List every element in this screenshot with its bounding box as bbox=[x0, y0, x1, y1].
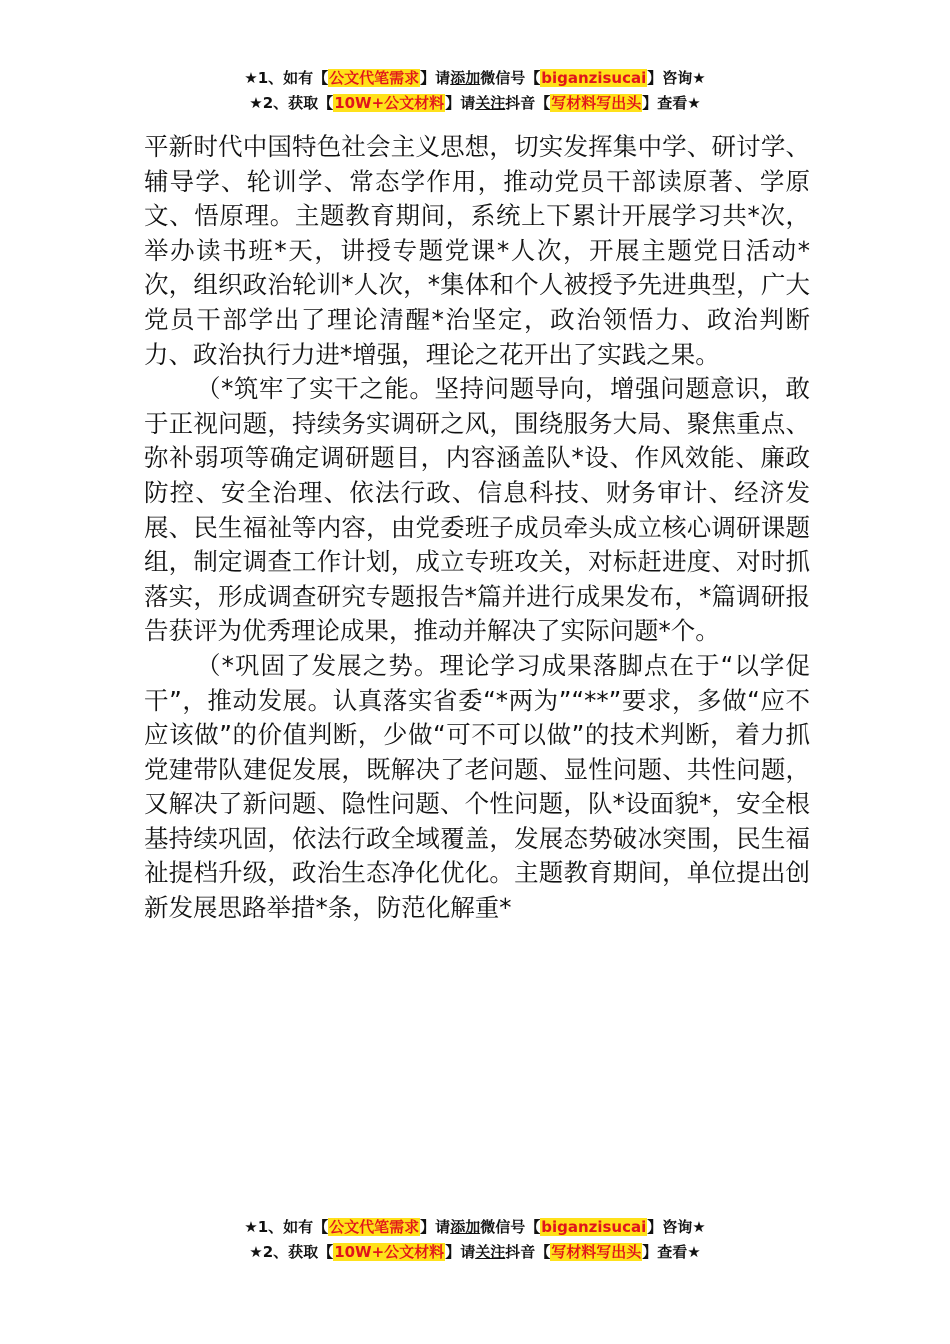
banner-text: 微信号【 bbox=[480, 69, 541, 87]
banner-text: 】请 bbox=[445, 1243, 476, 1261]
banner-highlight: 10W+公文材料 bbox=[334, 94, 445, 112]
banner-highlight: 10W+公文材料 bbox=[334, 1243, 445, 1261]
banner-text: ★1、如有【 bbox=[244, 1218, 329, 1236]
paragraph-development-momentum: （*巩固了发展之势。理论学习成果落脚点在于“以学促干”，推动发展。认真落实省委“*两为”“**”要求，多做“应不应该做”的价值判断，少做“可不可以做”的技术判断，着力抓党建带队建促发展，既解决了老问题、显性问题、共性问题，又解决了新问题、隐性问题、个性问题，队*设面貌*，安全根基持续巩固，依法行政全域覆盖，发展态势破冰突围，民生福祉提档升级，政治生态净化优化。主题教育期间，单位提出创新发展思路举措*条，防范化解重* bbox=[144, 650, 810, 923]
paragraph-continuation: 平新时代中国特色社会主义思想，切实发挥集中学、研讨学、辅导学、轮训学、常态学作用，推动党员干部读原著、学原文、悟原理。主题教育期间，系统上下累计开展学习共*次，举办读书班*天，讲授专题党课*人次，开展主题党日活动*次，组织政治轮训*人次，*集体和个人被授予先进典型，广大党员干部学出了理论清醒*治坚定，政治领悟力、政治判断力、政治执行力进*增强，理论之花开出了实践之果。 bbox=[144, 132, 810, 369]
banner-text: 】查看★ bbox=[642, 94, 701, 112]
banner-emphasis: 添加 bbox=[450, 69, 481, 87]
banner-highlight: 写材料写出头 bbox=[551, 94, 642, 112]
banner-text: 】请 bbox=[445, 94, 476, 112]
banner-highlight: biganzisucai bbox=[541, 69, 647, 87]
banner-text: 抖音【 bbox=[505, 1243, 551, 1261]
banner-text: 】查看★ bbox=[642, 1243, 701, 1261]
banner-text: 】请 bbox=[420, 1218, 451, 1236]
header-banner bbox=[0, 66, 950, 116]
banner-line-1 bbox=[0, 66, 950, 91]
banner-text: ★1、如有【 bbox=[244, 69, 329, 87]
banner-text: 】请 bbox=[420, 69, 451, 87]
banner-emphasis: 关注 bbox=[475, 94, 506, 112]
banner-highlight: 公文代笔需求 bbox=[329, 69, 420, 87]
banner-highlight: 写材料写出头 bbox=[551, 1243, 642, 1261]
document-body bbox=[144, 130, 810, 926]
banner-emphasis: 关注 bbox=[475, 1243, 506, 1261]
banner-highlight: 公文代笔需求 bbox=[329, 1218, 420, 1236]
banner-line-2 bbox=[0, 91, 950, 116]
banner-line-2 bbox=[0, 1240, 950, 1265]
banner-emphasis: 添加 bbox=[450, 1218, 481, 1236]
banner-text: ★2、获取【 bbox=[249, 1243, 334, 1261]
footer-banner bbox=[0, 1215, 950, 1265]
banner-text: 微信号【 bbox=[480, 1218, 541, 1236]
banner-text: 】咨询★ bbox=[647, 1218, 706, 1236]
banner-text: 】咨询★ bbox=[647, 69, 706, 87]
paragraph-practical-ability: （*筑牢了实干之能。坚持问题导向，增强问题意识，敢于正视问题，持续务实调研之风，围绕服务大局、聚焦重点、弥补弱项等确定调研题目，内容涵盖队*设、作风效能、廉政防控、安全治理、依法行政、信息科技、财务审计、经济发展、民生福祉等内容，由党委班子成员牵头成立核心调研课题组，制定调查工作计划，成立专班攻关，对标赶进度、对时抓落实，形成调查研究专题报告*篇并进行成果发布，*篇调研报告获评为优秀理论成果，推动并解决了实际问题*个。 bbox=[144, 374, 810, 646]
banner-text: ★2、获取【 bbox=[249, 94, 334, 112]
banner-text: 抖音【 bbox=[505, 94, 551, 112]
banner-line-1 bbox=[0, 1215, 950, 1240]
banner-highlight: biganzisucai bbox=[541, 1218, 647, 1236]
